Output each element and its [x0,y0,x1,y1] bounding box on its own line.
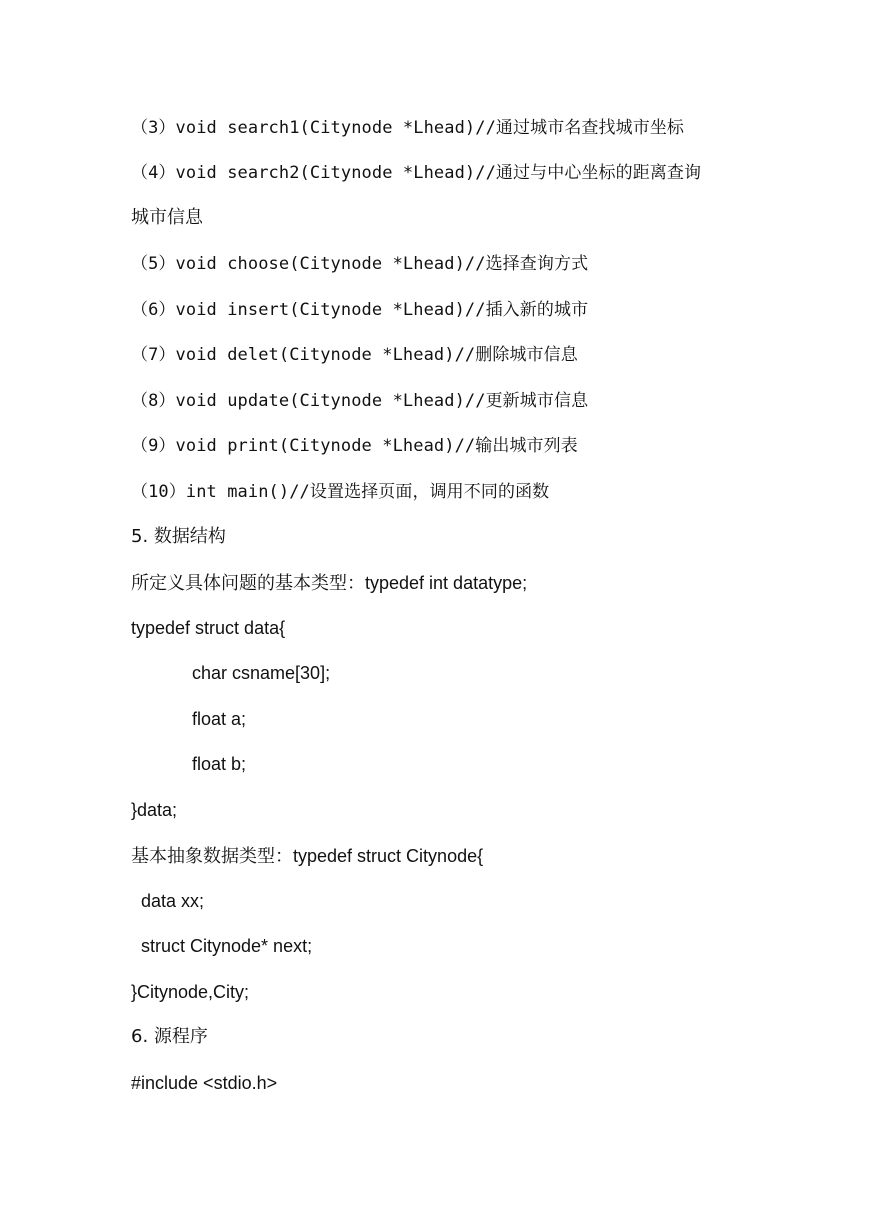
function-item-search2: （4）void search2(Citynode *Lhead)//通过与中心坐标的距离查询 [131,163,702,183]
function-item-choose: （5）void choose(Citynode *Lhead)//选择查询方式 [131,254,589,274]
struct-data-field-a: float a; [192,709,247,729]
struct-citynode-close: }Citynode,City; [131,982,250,1002]
struct-citynode-field-next: struct Citynode* next; [141,936,313,956]
function-item-delet: （7）void delet(Citynode *Lhead)//删除城市信息 [131,345,578,365]
function-item-main: （10）int main()//设置选择页面，调用不同的函数 [131,482,550,502]
abstract-type-definition: 基本抽象数据类型：typedef struct Citynode{ [131,846,484,866]
struct-data-field-csname: char csname[30]; [192,663,331,683]
basic-type-definition: 所定义具体问题的基本类型：typedef int datatype; [131,573,528,593]
function-item-print: （9）void print(Citynode *Lhead)//输出城市列表 [131,436,578,456]
struct-citynode-field-xx: data xx; [141,891,205,911]
section-heading-data-structure: 5. 数据结构 [131,526,226,547]
struct-data-open: typedef struct data{ [131,618,286,638]
source-code-first-line: #include <stdio.h> [131,1073,278,1093]
section-heading-source-code: 6. 源程序 [131,1026,208,1047]
struct-data-close: }data; [131,800,178,820]
function-item-search2-continued: 城市信息 [131,207,203,228]
function-item-update: （8）void update(Citynode *Lhead)//更新城市信息 [131,391,589,411]
function-item-insert: （6）void insert(Citynode *Lhead)//插入新的城市 [131,300,589,320]
struct-data-field-b: float b; [192,754,247,774]
function-item-search1: （3）void search1(Citynode *Lhead)//通过城市名查找城市坐标 [131,118,685,138]
